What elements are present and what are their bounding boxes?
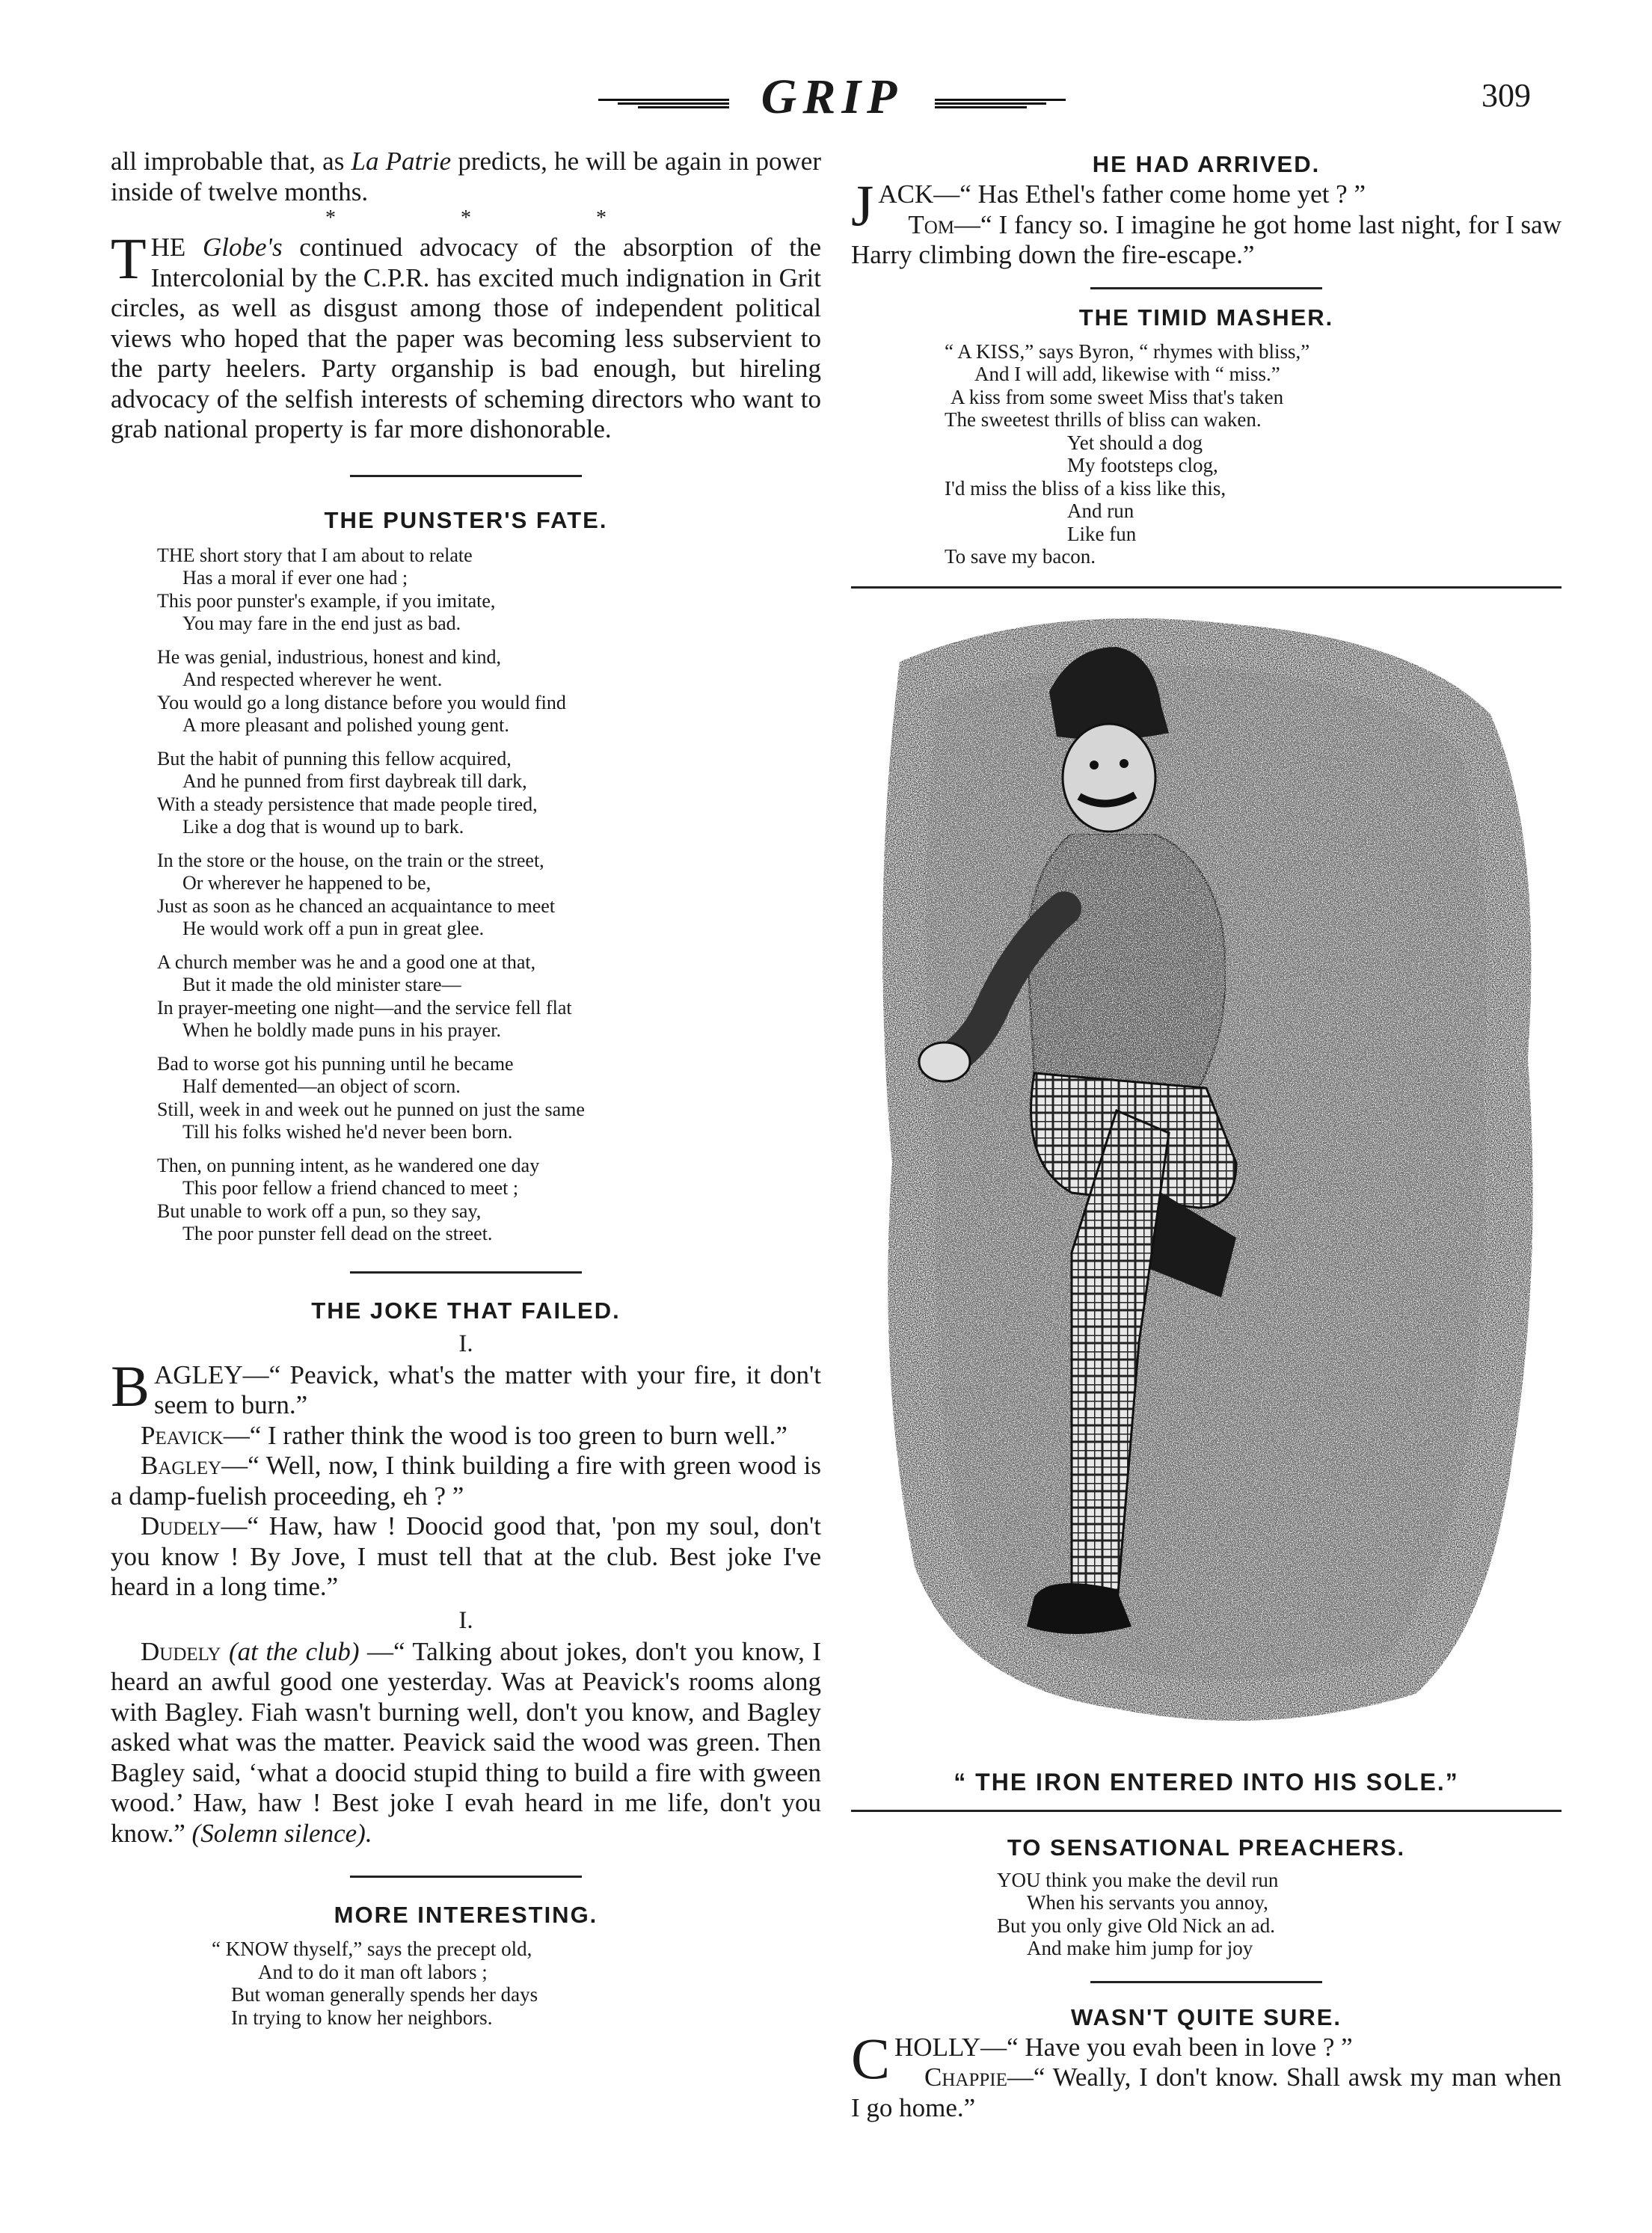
masthead-rule-left [598, 99, 729, 109]
speaker-chappie: Chappie [924, 2062, 1007, 2092]
divider [350, 1271, 582, 1274]
chappie-speech: —“ Weally, I don't know. Shall awsk my man when I go home.” [851, 2062, 1562, 2122]
la-patrie-title: La Patrie [351, 147, 452, 176]
poem-line: When his servants you annoy, [1027, 1891, 1268, 1914]
poem-line: And he punned from first daybreak till dark, [182, 770, 527, 792]
drop-cap-c: C [851, 2025, 891, 2091]
speaker-jack: ACK [878, 179, 934, 209]
stage-direction-end: (Solemn silence). [191, 1818, 372, 1848]
bagley-speech: —“ Peavick, what's the matter with your fire, it don't seem to burn.” [154, 1360, 821, 1419]
masthead-rule-right [935, 99, 1066, 109]
peavick-speech: —“ I rather think the wood is too green to burn well.” [223, 1420, 787, 1450]
dudely-line-2 [111, 1637, 821, 1849]
globe-title: Globe's [202, 233, 283, 262]
section-stars: * * * [325, 206, 666, 230]
part-two-numeral: I. [458, 1606, 473, 1634]
sure-title: WASN'T QUITE SURE. [1071, 2003, 1342, 2030]
punster-stanza [157, 850, 821, 941]
masher-title: THE TIMID MASHER. [1078, 304, 1334, 331]
illustration-graphic [847, 595, 1565, 1761]
poem-line: Or wherever he happened to be, [182, 872, 432, 894]
punster-stanza [157, 951, 821, 1042]
globe-first: HE [150, 233, 203, 262]
punster-stanza [157, 1053, 821, 1144]
poem-line: Bad to worse got his punning until he became [157, 1052, 514, 1075]
poem-line: Half demented—an object of scorn. [182, 1075, 461, 1097]
poem-line: You may fare in the end just as bad. [182, 612, 461, 634]
poem-line: “ KNOW thyself,” says the precept old, [212, 1938, 532, 1960]
dudely-speech: —“ Haw, haw ! Doocid good that, 'pon my soul, don't you know ! By Jove, I must tell that at the club. Best joke I've heard in a long time.” [111, 1511, 821, 1601]
dudely-speech: —“ Talking about jokes, don't you know, I heard an awful good one yesterday. Was at Peavick's rooms along with Bagley. Fiah wasn't burning well, don't you know, and Bagley asked what was the matter. Peavick said the wood was green. Then Bagley said, ‘what a doocid stupid thing to build a fire with gween wood.’ Haw, haw ! Best joke I evah heard in me life, don't you know.” [111, 1636, 821, 1848]
poem-line: YOU think you make the devil run [997, 1868, 1279, 1891]
poem-line: But the habit of punning this fellow acquired, [157, 747, 512, 770]
poem-line: In trying to know her neighbors. [231, 2006, 493, 2029]
masthead [0, 69, 1652, 136]
globe-paragraph [111, 226, 822, 445]
poem-line: The poor punster fell dead on the street. [182, 1223, 493, 1244]
poem-line: With a steady persistence that made people tired, [157, 793, 538, 815]
poem-line: To save my bacon. [945, 545, 1096, 568]
poem-line: Then, on punning intent, as he wandered one day [157, 1154, 540, 1176]
cholly-speech: —“ Have you evah been in love ? ” [980, 2032, 1353, 2062]
poem-line: Yet should a dog [1067, 431, 1203, 454]
peavick-line [111, 1421, 821, 1452]
poem-line: He would work off a pun in great glee. [182, 918, 485, 939]
illustration [847, 595, 1565, 1761]
poem-line: Till his folks wished he'd never been born. [182, 1121, 513, 1143]
poem-line: And respected wherever he went. [182, 669, 443, 690]
jack-speech: —“ Has Ethel's father come home yet ? ” [933, 179, 1366, 209]
speaker-tom: Tom [908, 209, 955, 239]
poem-line: And to do it man oft labors ; [258, 1960, 488, 1983]
poem-line: This poor fellow a friend chanced to meet ; [182, 1177, 519, 1199]
poem-line: I'd miss the bliss of a kiss like this, [945, 476, 1226, 500]
poem-line: THE short story that I am about to relate [157, 544, 473, 566]
punster-title: THE PUNSTER'S FATE. [324, 506, 608, 533]
speaker-dudely: Dudely [141, 1636, 221, 1666]
poem-line: But it made the old minister stare— [182, 974, 461, 995]
joke-title: THE JOKE THAT FAILED. [311, 1297, 621, 1324]
poem-line: In prayer-meeting one night—and the service fell flat [157, 996, 572, 1019]
part-one-numeral: I. [458, 1330, 473, 1357]
poem-line: Just as soon as he chanced an acquaintance to meet [157, 894, 556, 917]
poem-line: “ A KISS,” says Byron, “ rhymes with bliss,” [945, 340, 1310, 363]
poem-line: But you only give Old Nick an ad. [997, 1914, 1275, 1937]
speaker-cholly: HOLLY [894, 2032, 981, 2062]
right-column [851, 147, 1562, 2123]
chappie-line [851, 2062, 1562, 2123]
poem-line: But woman generally spends her days [231, 1983, 538, 2006]
left-column [111, 147, 821, 2029]
interesting-title: MORE INTERESTING. [334, 1902, 598, 1928]
divider [350, 1876, 582, 1878]
intro-text-start: all improbable that, as [111, 147, 351, 176]
preachers-title: TO SENSATIONAL PREACHERS. [1007, 1834, 1406, 1861]
poem-line: A more pleasant and polished young gent. [182, 714, 509, 736]
head-shape [1063, 724, 1155, 832]
poem-line: You would go a long distance before you would find [157, 691, 566, 713]
poem-line: When he boldly made puns in his prayer. [182, 1019, 502, 1041]
poem-line: Still, week in and week out he punned on just the same [157, 1098, 585, 1120]
masthead-title: GRIP [761, 70, 903, 124]
bagley-line-2 [111, 1451, 821, 1511]
divider [1090, 1981, 1322, 1983]
poem-line: He was genial, industrious, honest and kind, [157, 645, 501, 668]
drop-cap-j: J [851, 173, 874, 238]
arrived-title: HE HAD ARRIVED. [1092, 151, 1321, 177]
punster-stanza [157, 748, 821, 839]
poem-line: And I will add, likewise with “ miss.” [974, 363, 1280, 385]
drop-cap-t: T [111, 226, 147, 291]
poem-line: And make him jump for joy [1027, 1937, 1253, 1959]
standing-boot [1027, 1583, 1131, 1634]
punster-stanza [157, 646, 821, 737]
poem-line: My footsteps clog, [1067, 454, 1218, 476]
poem-line: But unable to work off a pun, so they say, [157, 1200, 482, 1222]
globe-text: continued advocacy of the absorption of the Intercolonial by the C.P.R. has excited much indignation in Grit circles, as well as disgust among those of independent political views who hoped that the paper was becoming less subservient to the party heelers. Party organship is bad enough, but hireling advocacy of the selfish interests of scheming directors who want to grab national property is far more dishonorable. [111, 233, 822, 443]
hand-shape [919, 1042, 970, 1081]
tom-speech: —“ I fancy so. I imagine he got home last night, for I saw Harry climbing down the fire-escape.” [851, 209, 1562, 269]
punster-poem [157, 544, 821, 1246]
bagley-line-1 [111, 1353, 821, 1421]
preachers-poem [997, 1869, 1562, 1960]
divider [350, 475, 582, 477]
stage-direction: (at the club) [228, 1636, 360, 1666]
divider [1090, 287, 1322, 289]
poem-line: Like fun [1067, 522, 1137, 545]
speaker-bagley: AGLEY [154, 1360, 243, 1389]
poem-line: A church member was he and a good one at that, [157, 950, 536, 973]
speaker-bagley: Bagley [141, 1451, 222, 1480]
intro-text-end: predicts, he will be again in power inside of twelve months. [111, 147, 821, 206]
coat-shape [1027, 834, 1226, 1111]
poem-line: In the store or the house, on the train or the street, [157, 849, 544, 871]
page-number: 309 [1481, 77, 1531, 114]
masher-poem [945, 340, 1562, 568]
poem-line: Has a moral if ever one had ; [182, 567, 408, 589]
bagley-speech: —“ Well, now, I think building a fire with green wood is a damp-fuelish proceeding, eh ? ” [111, 1451, 821, 1511]
poem-line: Like a dog that is wound up to bark. [182, 816, 464, 838]
divider-full [851, 586, 1562, 589]
tom-line [851, 210, 1562, 271]
illustration-caption: “ THE IRON ENTERED INTO HIS SOLE.” [954, 1768, 1459, 1796]
dudely-line-1 [111, 1511, 821, 1603]
speaker-peavick: Peavick [141, 1420, 224, 1450]
punster-stanza [157, 1155, 821, 1246]
speaker-dudely: Dudely [141, 1511, 221, 1541]
poem-line: This poor punster's example, if you imitate, [157, 589, 496, 612]
drop-cap-b: B [111, 1353, 150, 1419]
poem-line: A kiss from some sweet Miss that's taken [951, 385, 1284, 408]
poem-line: The sweetest thrills of bliss can waken. [945, 408, 1262, 431]
interesting-poem [212, 1938, 821, 2029]
divider-full [851, 1810, 1562, 1812]
poem-line: And run [1067, 500, 1134, 522]
punster-stanza [157, 544, 821, 636]
intro-paragraph [111, 147, 821, 207]
